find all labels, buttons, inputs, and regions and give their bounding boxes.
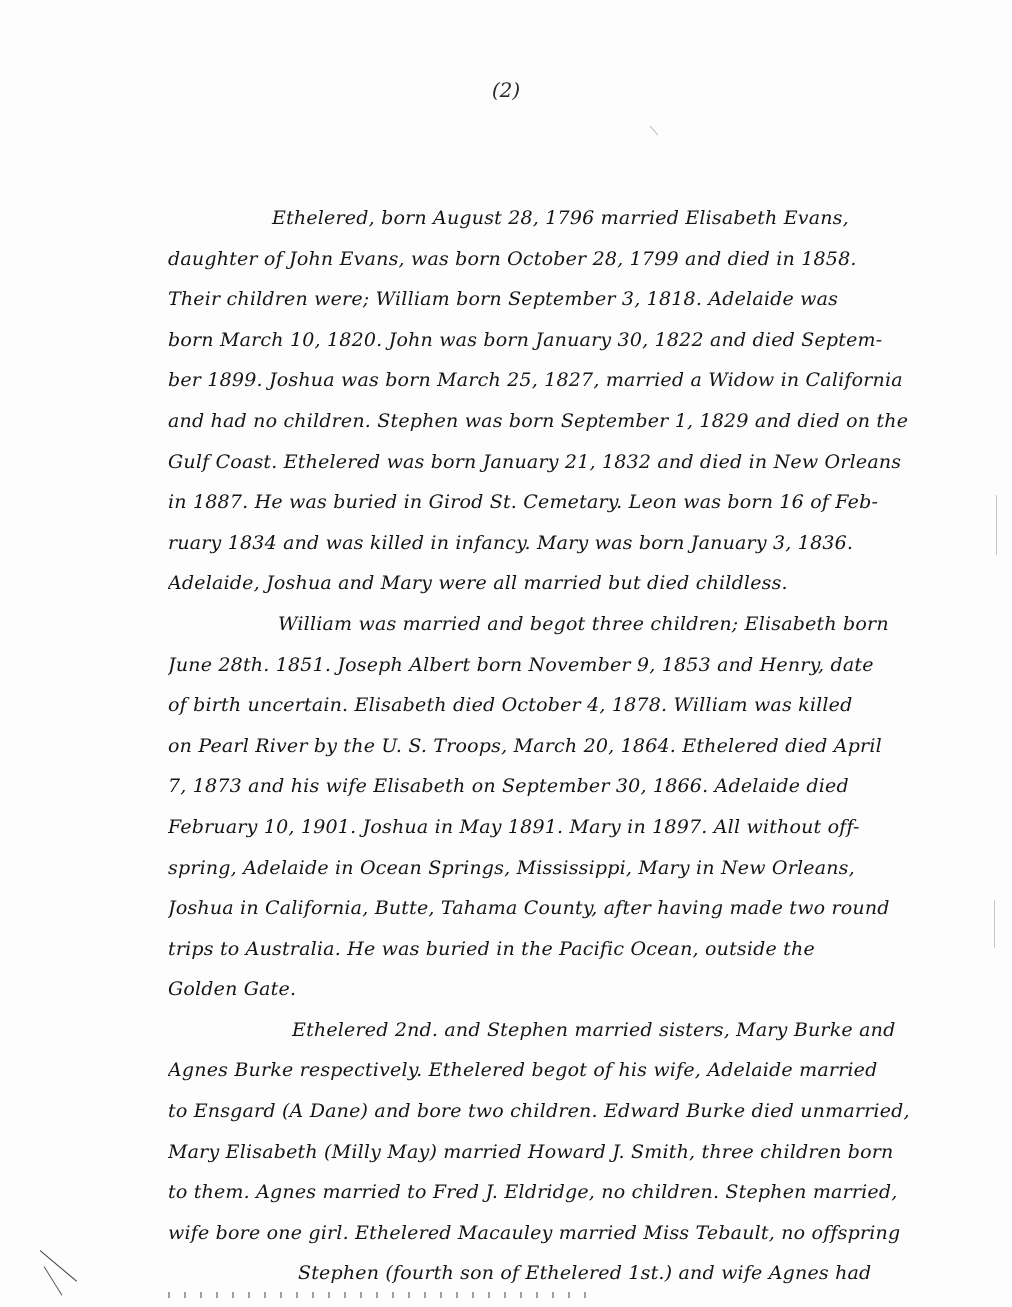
page-number: (2) [491, 78, 521, 102]
text-line: Stephen (fourth son of Ethelered 1st.) and wife Agnes had [298, 1262, 872, 1285]
text-line: ruary 1834 and was killed in infancy. Mary was born January 3, 1836. [168, 531, 854, 554]
scan-mark [996, 495, 997, 555]
text-line: 7, 1873 and his wife Elisabeth on September 30, 1866. Adelaide died [168, 775, 849, 798]
text-line: wife bore one girl. Ethelered Macauley married Miss Tebault, no offspring [168, 1221, 901, 1244]
scan-mark [650, 126, 658, 136]
text-line: Joshua in California, Butte, Tahama County, after having made two round [168, 897, 890, 920]
text-line: to them. Agnes married to Fred J. Eldridge, no children. Stephen married, [168, 1181, 898, 1204]
text-line: June 28th. 1851. Joseph Albert born November 9, 1853 and Henry, date [168, 653, 874, 676]
text-line: spring, Adelaide in Ocean Springs, Mississippi, Mary in New Orleans, [168, 856, 855, 879]
text-line: Ethelered, born August 28, 1796 married Elisabeth Evans, [272, 207, 849, 229]
scan-mark [40, 1250, 77, 1282]
text-line: daughter of John Evans, was born October 28, 1799 and died in 1858. [168, 247, 857, 270]
text-line: February 10, 1901. Joshua in May 1891. Mary in 1897. All without off- [168, 815, 860, 838]
text-line: ber 1899. Joshua was born March 25, 1827, married a Widow in California [168, 369, 903, 392]
cut-off-line [168, 1292, 588, 1298]
text-line: to Ensgard (A Dane) and bore two children. Edward Burke died unmarried, [168, 1100, 910, 1123]
text-line: William was married and begot three children; Elisabeth born [278, 612, 889, 635]
scan-mark [44, 1266, 63, 1295]
text-line: of birth uncertain. Elisabeth died October 4, 1878. William was killed [168, 694, 853, 717]
text-line: Gulf Coast. Ethelered was born January 21, 1832 and died in New Orleans [168, 450, 902, 473]
text-line: in 1887. He was buried in Girod St. Cemetary. Leon was born 16 of Feb- [168, 491, 879, 514]
text-line: born March 10, 1820. John was born January 30, 1822 and died Septem- [168, 328, 883, 351]
text-line: and had no children. Stephen was born September 1, 1829 and died on the [168, 409, 909, 432]
text-line: Ethelered 2nd. and Stephen married sisters, Mary Burke and [292, 1018, 896, 1041]
text-line: trips to Australia. He was buried in the Pacific Ocean, outside the [168, 937, 815, 960]
text-line: on Pearl River by the U. S. Troops, March 20, 1864. Ethelered died April [168, 734, 882, 757]
text-line: Agnes Burke respectively. Ethelered begot of his wife, Adelaide married [168, 1059, 878, 1082]
text-line: Adelaide, Joshua and Mary were all married but died childless. [168, 572, 788, 595]
scan-mark [994, 900, 995, 948]
text-line: Mary Elisabeth (Milly May) married Howard J. Smith, three children born [168, 1140, 894, 1163]
text-line: Their children were; William born September 3, 1818. Adelaide was [168, 288, 839, 311]
document-body [168, 198, 928, 1294]
text-line: Golden Gate. [168, 978, 297, 1001]
